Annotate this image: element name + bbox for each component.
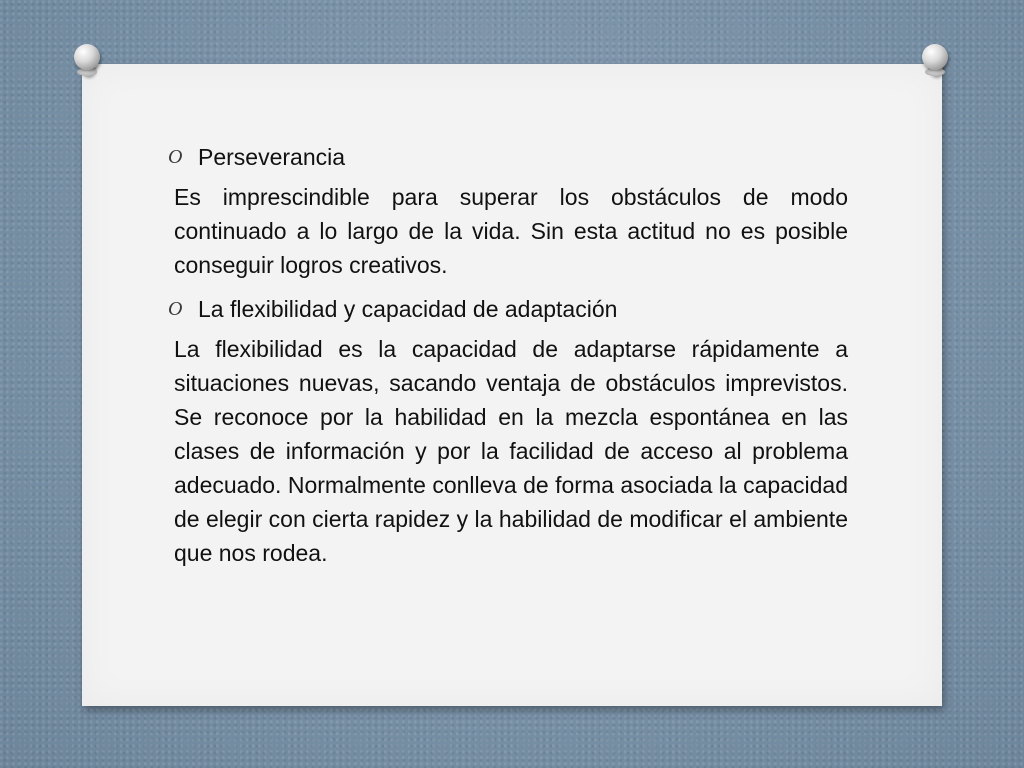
- bullet-marker-icon: O: [168, 146, 183, 168]
- pushpin-icon: [72, 44, 102, 78]
- bullet-heading: Perseverancia: [198, 144, 346, 170]
- pushpin-icon: [920, 44, 950, 78]
- bullet-paragraph: Es imprescindible para superar los obstáculos de modo continuado a lo largo de la vida. Sin esta actitud no es posible conseguir logros creativos.: [174, 184, 848, 278]
- bullet-paragraph: La flexibilidad es la capacidad de adaptarse rápidamente a situaciones nuevas, sacando ventaja de obstáculos imprevistos. Se reconoce por la habilidad en la mezcla espontánea en las clases de información y por la facilidad de acceso al problema adecuado. Normalmente conlleva de forma asociada la capacidad de elegir con cierta rapidez y la habilidad de modificar el ambiente que nos rodea.: [174, 336, 848, 566]
- bullet-item: [168, 292, 848, 326]
- bullet-heading: La flexibilidad y capacidad de adaptación: [198, 296, 618, 322]
- bullet-marker-icon: O: [168, 298, 183, 320]
- bullet-item: [168, 140, 848, 174]
- slide-content: [168, 140, 848, 576]
